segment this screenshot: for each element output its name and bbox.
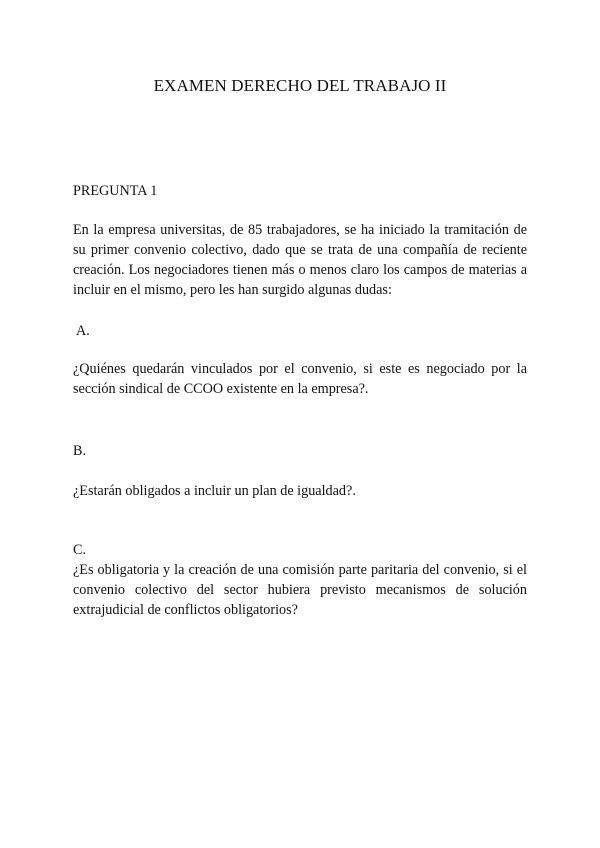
section-c-label: C.	[73, 542, 87, 558]
question-heading: PREGUNTA 1	[73, 183, 158, 199]
document-title: EXAMEN DERECHO DEL TRABAJO II	[153, 76, 447, 95]
section-b-label: B.	[73, 443, 87, 459]
section-a-label: A.	[76, 323, 90, 339]
question-intro: En la empresa universitas, de 85 trabajadores, se ha iniciado la tramitación de su primer convenio colectivo, dado que se trata de una compañía de reciente creación. Los negociadores tienen más o menos claro los campos de materias a incluir en el mismo, pero les han surgido algunas dudas:	[73, 222, 527, 298]
section-b-question: ¿Estarán obligados a incluir un plan de igualdad?.	[73, 483, 356, 499]
section-a-question: ¿Quiénes quedarán vinculados por el convenio, si este es negociado por la sección sindical de CCOO existente en la empresa?.	[73, 361, 527, 397]
section-c-question: ¿Es obligatoria y la creación de una comisión parte paritaria del convenio, si el convenio colectivo del sector hubiera previsto mecanismos de solución extrajudicial de conflictos obligatorios?	[73, 562, 527, 618]
